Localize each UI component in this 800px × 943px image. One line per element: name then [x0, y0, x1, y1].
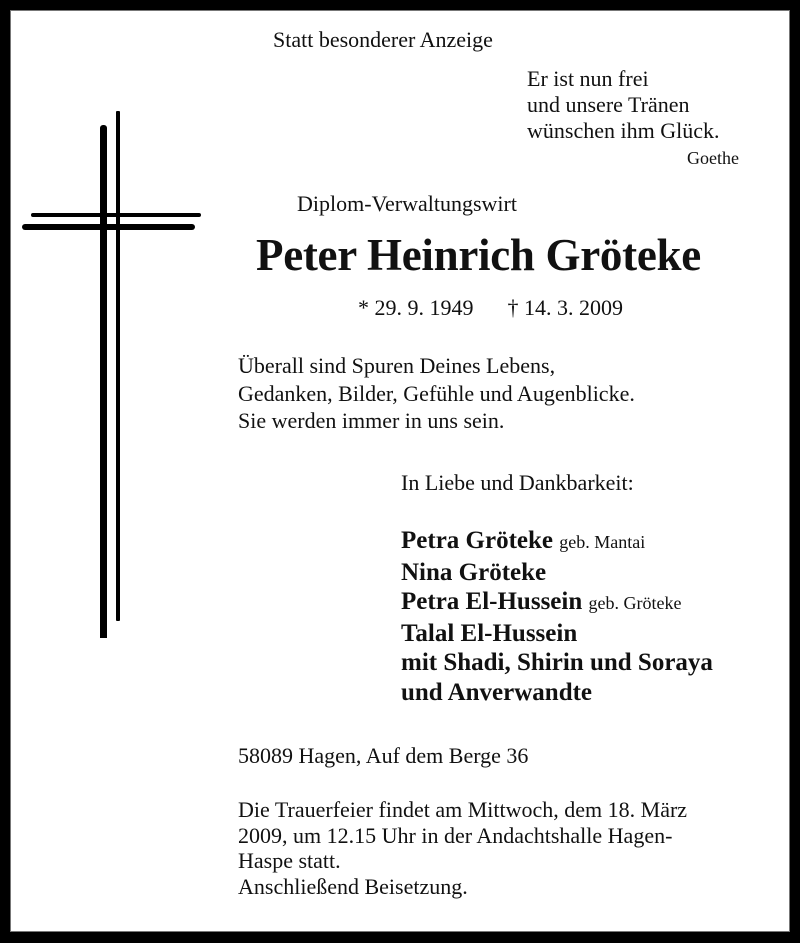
family-address: 58089 Hagen, Auf dem Berge 36 [238, 743, 529, 768]
mourner-entry [401, 526, 713, 558]
service-line: 2009, um 12.15 Uhr in der Andachtshalle Hagen- [238, 822, 673, 848]
service-line: Anschließend Beisetzung. [238, 873, 468, 899]
service-line: Haspe statt. [238, 848, 341, 873]
quote-author: Goethe [687, 148, 739, 168]
verse-line: Sie werden immer in uns sein. [238, 408, 505, 433]
memorial-verse [238, 352, 635, 435]
mourner-entry [401, 678, 713, 708]
mourner-name: mit Shadi, Shirin und Soraya [401, 649, 713, 677]
mourner-name: Petra Gröteke [401, 527, 554, 554]
mourner-name: Nina Gröteke [401, 558, 547, 586]
life-dates [358, 295, 623, 321]
mourner-entry [401, 648, 713, 678]
mourners-intro: In Liebe und Dankbarkeit: [401, 470, 634, 495]
deceased-name: Peter Heinrich Gröteke [256, 230, 701, 280]
mourner-entry [401, 619, 713, 649]
deceased-title: Diplom-Verwaltungswirt [297, 191, 517, 216]
mourner-note: geb. Gröteke [588, 593, 682, 614]
notice-heading: Statt besonderer Anzeige [273, 27, 493, 52]
quote-line: und unsere Tränen [527, 92, 690, 117]
verse-line: Gedanken, Bilder, Gefühle und Augenblicke. [238, 380, 635, 406]
mourners-list [401, 526, 713, 708]
mourner-entry [401, 587, 713, 619]
obituary-notice [10, 10, 790, 932]
quote [527, 66, 719, 144]
mourner-note: geb. Mantai [559, 532, 646, 552]
death-date: † 14. 3. 2009 [507, 295, 623, 320]
service-line: Die Trauerfeier findet am Mittwoch, dem 18. März [238, 797, 688, 822]
birth-date: * 29. 9. 1949 [358, 295, 474, 320]
mourner-name: Talal El-Hussein [401, 619, 578, 647]
mourner-name: Petra El-Hussein [401, 588, 583, 616]
quote-line: wünschen ihm Glück. [527, 118, 720, 143]
mourner-name: und Anverwandte [401, 678, 593, 706]
verse-line: Überall sind Spuren Deines Lebens, [238, 353, 556, 378]
mourner-entry [401, 558, 713, 588]
quote-line: Er ist nun frei [527, 66, 649, 91]
funeral-service-info [238, 797, 687, 899]
